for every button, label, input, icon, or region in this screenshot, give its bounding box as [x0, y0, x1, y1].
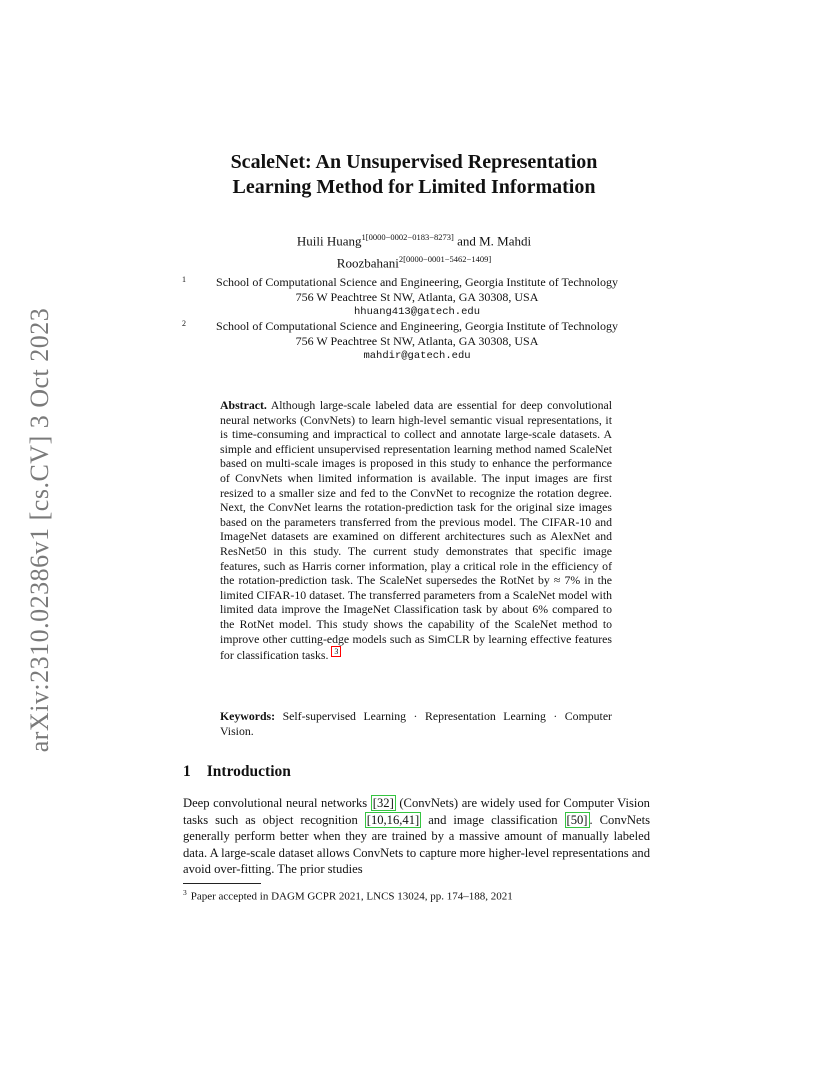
paper-title [0, 150, 828, 200]
affiliation-1 [182, 275, 652, 320]
affiliation-1-address: 756 W Peachtree St NW, Atlanta, GA 30308, USA [295, 290, 539, 304]
footnote-rule [183, 883, 261, 884]
author-2-orcid: 2[0000−0001−5462−1409] [398, 254, 492, 265]
intro-text-1: Deep convolutional neural networks [183, 796, 371, 810]
author-2-name: Roozbahani [336, 255, 399, 271]
affiliation-1-number: 1 [182, 275, 186, 284]
affiliation-2-number: 2 [182, 319, 186, 328]
affiliation-1-email[interactable]: hhuang413@gatech.edu [353, 306, 481, 318]
author-line-2 [0, 250, 828, 272]
citation-50[interactable]: [50] [566, 812, 588, 827]
abstract [220, 398, 612, 663]
intro-text-2: (ConvNets) are widely used for Computer Vision tasks such as object recognition [183, 796, 650, 827]
affiliation-2 [182, 319, 652, 364]
intro-text-3: and image classification [421, 812, 565, 827]
title-line-2: Learning Method for Limited Information [232, 176, 596, 198]
intro-text-4: . ConvNets generally perform better when they are trained by a massive amount of manually labeled data. A large-scale dataset allows ConvNets to capture more higher-level representations and avoid over-fitting. The prior studies [183, 812, 650, 876]
abstract-label: Abstract. [220, 398, 267, 412]
citation-10-16-41[interactable]: [10,16,41] [366, 812, 420, 827]
keywords [220, 709, 612, 738]
title-line-1: ScaleNet: An Unsupervised Representation [230, 151, 598, 173]
affiliation-2-email[interactable]: mahdir@gatech.edu [363, 350, 471, 362]
author-line-1 [0, 228, 828, 250]
section-heading-introduction [183, 763, 291, 781]
author-1-name: Huili Huang [296, 233, 362, 249]
author-conjunction: and M. Mahdi [453, 233, 532, 249]
introduction-paragraph [183, 795, 650, 878]
keywords-text: Self-supervised Learning · Representation Learning · Computer Vision. [220, 709, 612, 738]
author-block [0, 228, 828, 273]
affiliation-2-address: 756 W Peachtree St NW, Atlanta, GA 30308, USA [295, 334, 539, 348]
affiliation-1-institution: School of Computational Science and Engineering, Georgia Institute of Technology [216, 275, 618, 289]
footnote-3 [183, 886, 513, 904]
arxiv-identifier-stamp [20, 300, 60, 760]
keywords-label: Keywords: [220, 709, 276, 723]
section-title: Introduction [206, 763, 291, 780]
abstract-text: Although large-scale labeled data are essential for deep convolutional neural networks (ConvNets) to learn high-level semantic visual representations, it is time-consuming and impractical to collect and annotate large-scale datasets. A simple and efficient unsupervised representation learning method named ScaleNet based on multi-scale images is proposed in this study to enhance the performance of ConvNets when limited information is available. The input images are first resized to a smaller size and fed to the ConvNet to recognize the rotation degree. Next, the ConvNet learns the rotation-prediction task for the original size images based on the parameters transferred from the previous model. The CIFAR-10 and ImageNet datasets are examined on different architectures such as AlexNet and ResNet50 in this study. The current study demonstrates that specific image features, such as Harris corner information, play a critical role in the efficiency of the rotation-prediction task. The ScaleNet supersedes the RotNet by ≈ 7% in the limited CIFAR-10 dataset. The transferred parameters from a ScaleNet model with limited data improve the ImageNet Classification task by about 6% compared to the RotNet model. This study shows the capability of the ScaleNet method to improve other cutting-edge models such as SimCLR by learning effective features for classification tasks. [220, 398, 612, 663]
arxiv-identifier-text: arXiv:2310.02386v1 [cs.CV] 3 Oct 2023 [25, 307, 54, 753]
footnote-3-number: 3 [183, 888, 187, 897]
affiliation-2-institution: School of Computational Science and Engineering, Georgia Institute of Technology [216, 319, 618, 333]
footnote-3-link[interactable]: 3 [331, 646, 341, 657]
author-1-orcid: 1[0000−0002−0183−8273] [361, 232, 454, 242]
citation-32[interactable]: [32] [372, 796, 394, 810]
section-number: 1 [183, 763, 191, 780]
footnote-3-text: Paper accepted in DAGM GCPR 2021, LNCS 13024, pp. 174–188, 2021 [190, 890, 513, 903]
